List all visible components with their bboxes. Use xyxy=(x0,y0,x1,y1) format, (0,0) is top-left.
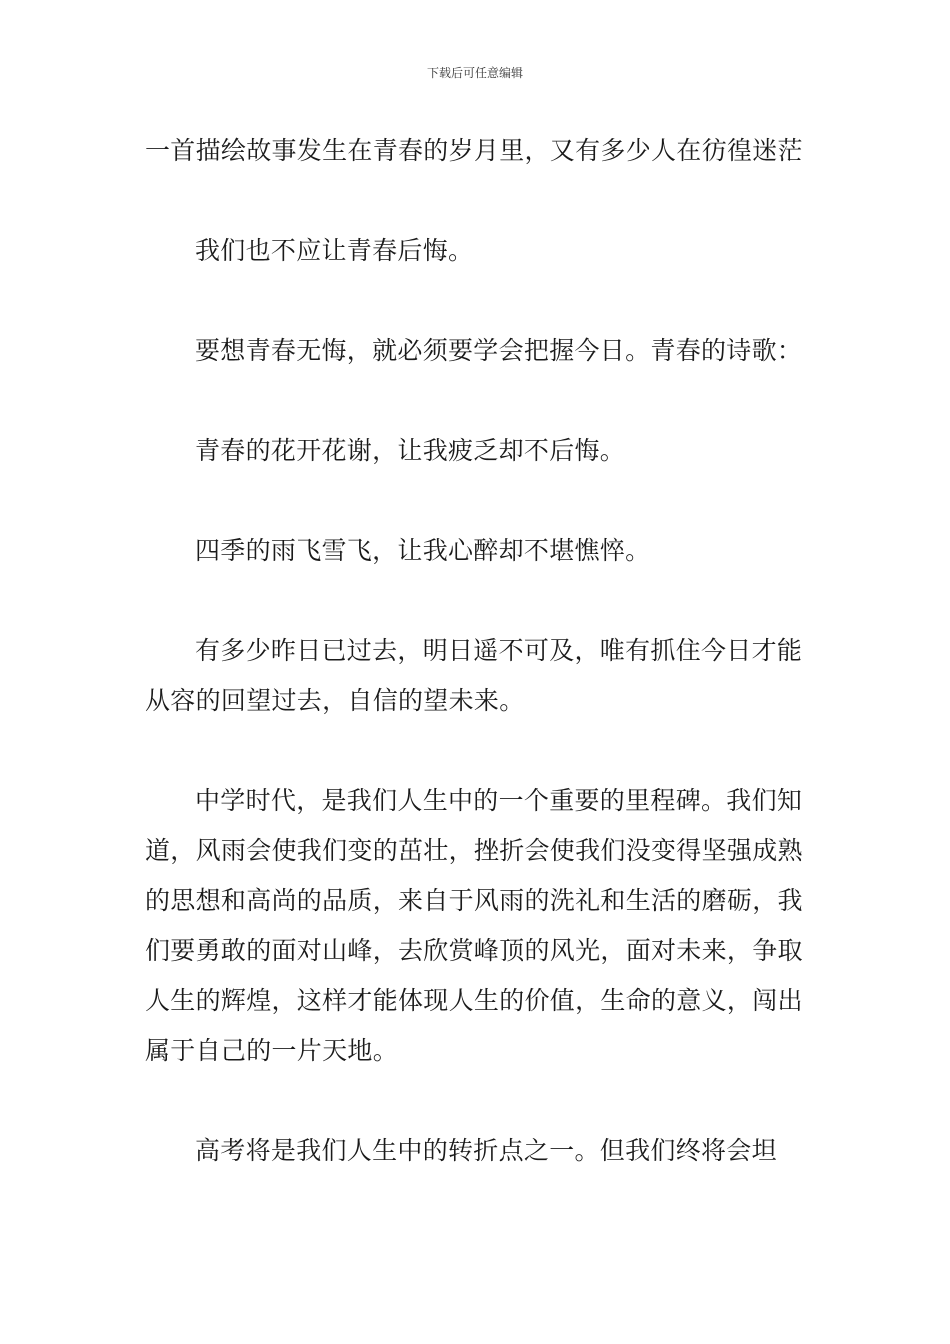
page-header: 下载后可任意编辑 xyxy=(426,66,523,80)
paragraph-4: 青春的花开花谢，让我疲乏却不后悔。 xyxy=(195,436,626,465)
paragraph-8: 高考将是我们人生中的转折点之一。但我们终将会坦 xyxy=(195,1136,777,1165)
paragraph-5: 四季的雨飞雪飞，让我心醉却不堪憔悴。 xyxy=(195,536,651,565)
paragraph-1: 一首描绘故事发生在青春的岁月里，又有多少人在彷徨迷茫 xyxy=(145,136,803,165)
paragraph-6: 有多少昨日已过去，明日遥不可及，唯有抓住今日才能从容的回望过去，自信的望未来。 xyxy=(145,636,803,715)
paragraph-2: 我们也不应让青春后悔。 xyxy=(195,236,474,265)
paragraph-3: 要想青春无悔，就必须要学会把握今日。青春的诗歌： xyxy=(195,336,803,365)
paragraph-7: 中学时代，是我们人生中的一个重要的里程碑。我们知道，风雨会使我们变的茁壮，挫折会使我们没变得坚强成熟的思想和高尚的品质，来自于风雨的洗礼和生活的磨砺，我们要勇敢的面对山峰，去欣赏峰顶的风光，面对未来，争取人生的辉煌，这样才能体现人生的价值，生命的意义，闯出属于自己的一片天地。 xyxy=(145,786,803,1065)
document-body xyxy=(145,126,807,1226)
